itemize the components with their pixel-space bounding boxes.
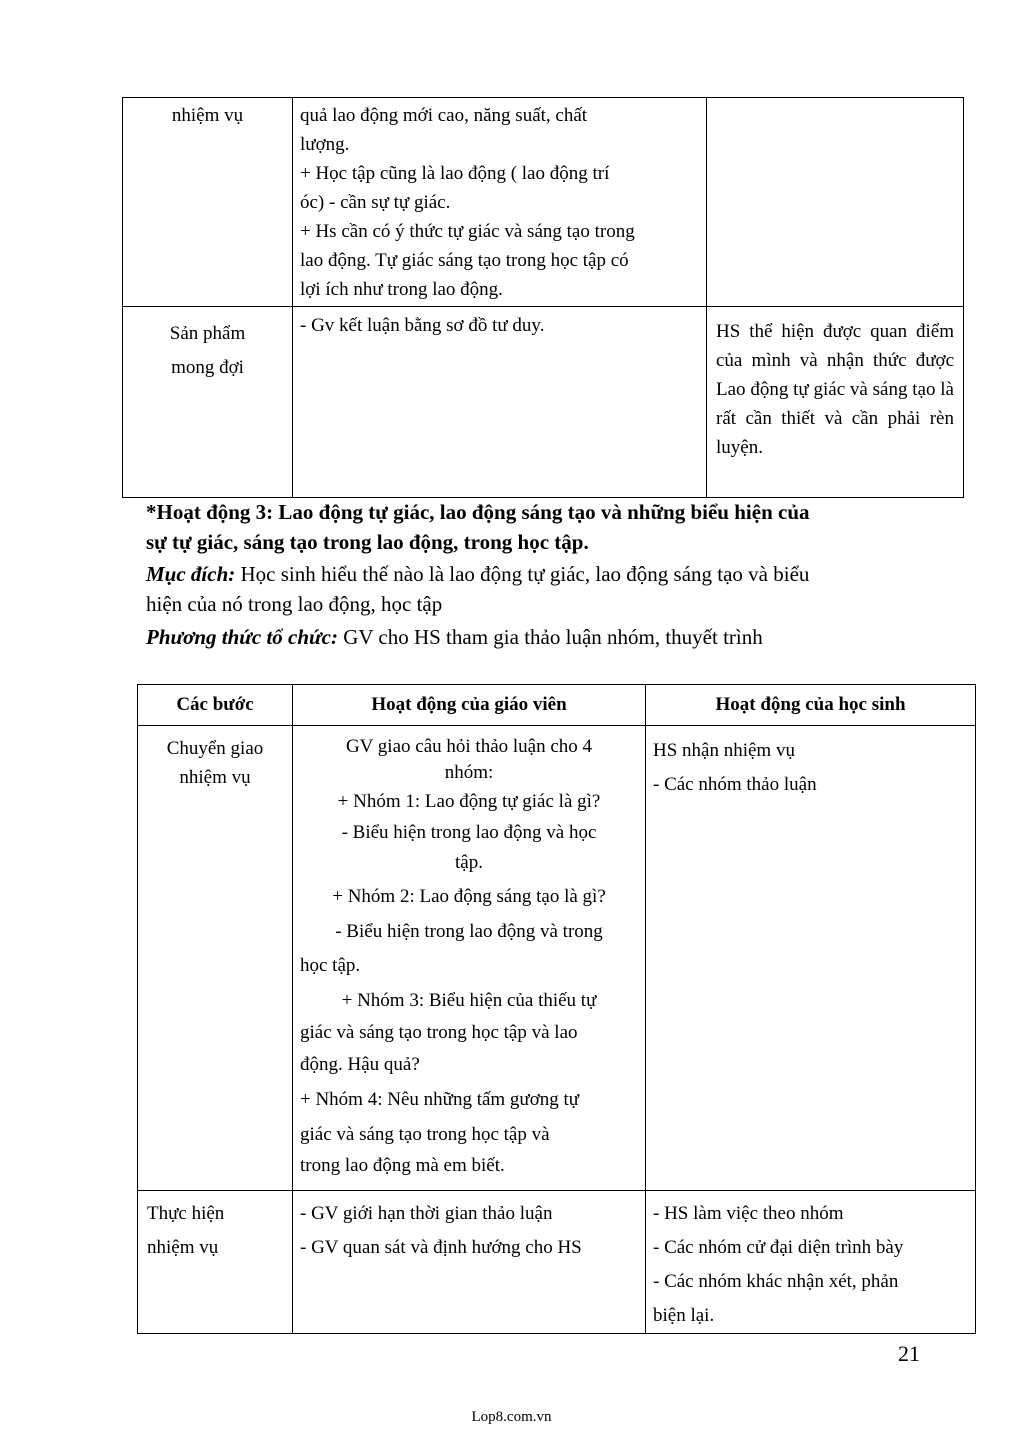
step-label: mong đợi — [171, 357, 244, 378]
step-cell — [123, 307, 293, 498]
step-label: nhiệm vụ — [171, 105, 244, 126]
text-line: giác và sáng tạo trong học tập và — [300, 1124, 550, 1145]
table-row — [138, 1191, 976, 1334]
text-line: + Nhóm 4: Nêu những tấm gương tự — [300, 1089, 580, 1110]
method-line — [146, 622, 946, 652]
text-line: lượng. — [300, 134, 350, 155]
text-line: + Nhóm 2: Lao động sáng tạo là gì? — [332, 886, 606, 907]
teacher-activity-cell — [293, 307, 707, 498]
text-line: - Biểu hiện trong lao động và trong — [335, 921, 603, 942]
teacher-activity-cell — [293, 98, 707, 307]
purpose-text: Học sinh hiểu thế nào là lao động tự giác, lao động sáng tạo và biểu — [235, 562, 810, 586]
header-teacher: Hoạt động của giáo viên — [293, 685, 646, 726]
text-line: - Các nhóm khác nhận xét, phản — [653, 1271, 899, 1292]
step-cell — [123, 98, 293, 307]
text-line: giác và sáng tạo trong học tập và lao — [300, 1022, 578, 1043]
step-label: nhiệm vụ — [147, 1237, 219, 1258]
student-activity-cell — [646, 1191, 976, 1334]
section-title: *Hoạt động 3: Lao động tự giác, lao động sáng tạo và những biểu hiện của — [146, 500, 810, 524]
activity-3-section — [146, 497, 946, 652]
text-line: + Nhóm 1: Lao động tự giác là gì? — [337, 791, 601, 812]
step-cell — [138, 726, 293, 1191]
text-line: động. Hậu quả? — [300, 1054, 420, 1075]
text-line: HS thể hiện được quan điểm của mình và nhận thức được Lao động tự giác và sáng tạo là rất cần thiết và cần phải rèn luyện. — [716, 321, 954, 458]
method-label: Phương thức tổ chức: — [146, 625, 338, 649]
header-steps: Các bước — [138, 685, 293, 726]
student-activity-cell — [707, 307, 964, 498]
text-line: biện lại. — [653, 1305, 715, 1326]
table-header-row — [138, 685, 976, 726]
footer-site: Lop8.com.vn — [471, 1409, 552, 1425]
text-line: + Nhóm 3: Biểu hiện của thiếu tự — [341, 990, 597, 1011]
text-line: GV giao câu hỏi thảo luận cho 4 — [345, 736, 593, 757]
text-line: + Học tập cũng là lao động ( lao động trí — [300, 163, 610, 184]
header-student: Hoạt động của học sinh — [646, 685, 976, 726]
text-line: + Hs cần có ý thức tự giác và sáng tạo trong — [300, 221, 635, 242]
text-line: tập. — [455, 852, 483, 873]
text-line: trong lao động mà em biết. — [300, 1155, 505, 1176]
page-number: 21 — [898, 1341, 920, 1366]
teacher-activity-cell — [293, 726, 646, 1191]
section-title: sự tự giác, sáng tạo trong lao động, trong học tập. — [146, 530, 589, 554]
text-line: - GV quan sát và định hướng cho HS — [300, 1237, 582, 1258]
text-line: - Gv kết luận bằng sơ đồ tư duy. — [300, 315, 545, 336]
table-row — [123, 98, 964, 307]
table-row — [138, 726, 976, 1191]
purpose-text: hiện của nó trong lao động, học tập — [146, 592, 443, 616]
text-line: nhóm: — [444, 762, 494, 783]
text-line: học tập. — [300, 955, 361, 976]
text-line: quả lao động mới cao, năng suất, chất — [300, 105, 588, 126]
student-activity-cell — [646, 726, 976, 1191]
text-line: - GV giới hạn thời gian thảo luận — [300, 1203, 553, 1224]
teacher-activity-cell — [293, 1191, 646, 1334]
text-line: - Các nhóm cử đại diện trình bày — [653, 1237, 904, 1258]
text-line: - HS làm việc theo nhóm — [653, 1203, 844, 1224]
step-label: nhiệm vụ — [179, 767, 251, 788]
purpose-line — [146, 559, 946, 589]
step-cell — [138, 1191, 293, 1334]
text-line: óc) - cần sự tự giác. — [300, 192, 451, 213]
text-line: - Biểu hiện trong lao động và học — [341, 822, 597, 843]
text-line: HS nhận nhiệm vụ — [653, 740, 795, 761]
activity-table-continued — [122, 97, 964, 498]
table-row — [123, 307, 964, 498]
method-text: GV cho HS tham gia thảo luận nhóm, thuyết trình — [337, 625, 763, 649]
step-label: Thực hiện — [147, 1203, 225, 1224]
step-label: Chuyển giao — [166, 738, 264, 759]
text-line: lợi ích như trong lao động. — [300, 279, 503, 300]
step-label: Sản phẩm — [169, 323, 246, 344]
student-activity-cell — [707, 98, 964, 307]
text-line: - Các nhóm thảo luận — [653, 774, 817, 795]
activity-3-table — [137, 684, 976, 1334]
purpose-label: Mục đích: — [146, 562, 236, 586]
text-line: lao động. Tự giác sáng tạo trong học tập có — [300, 250, 629, 271]
